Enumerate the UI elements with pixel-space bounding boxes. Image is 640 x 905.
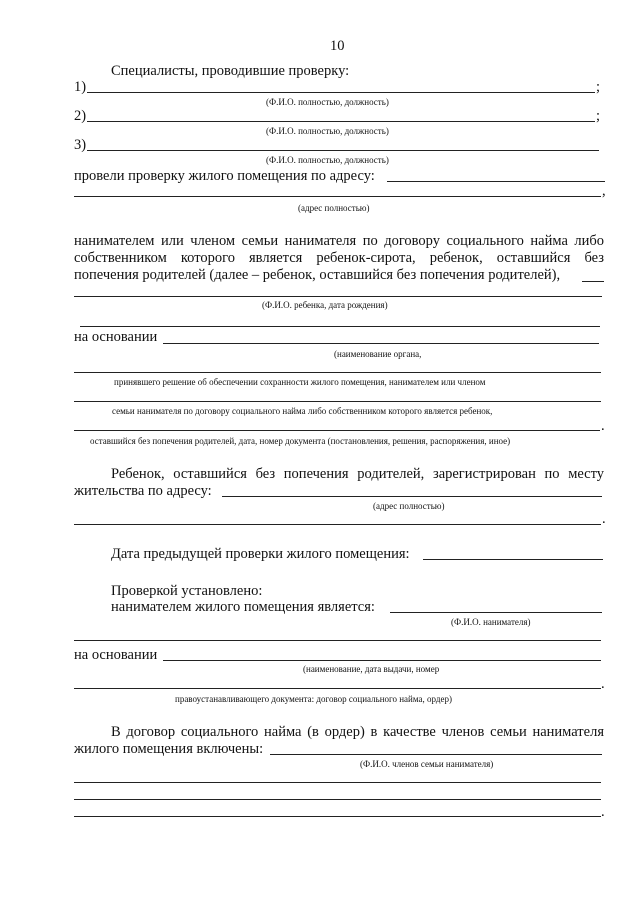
tenant-caption: (Ф.И.О. нанимателя) bbox=[451, 617, 531, 627]
established-heading: Проверкой установлено: bbox=[111, 583, 263, 599]
registration-caption: (адрес полностью) bbox=[373, 501, 445, 511]
established-basis-label: на основании bbox=[74, 647, 158, 663]
child-name-caption: (Ф.И.О. ребенка, дата рождения) bbox=[262, 300, 388, 310]
established-basis-caption-1: (наименование, дата выдачи, номер bbox=[303, 664, 440, 674]
registration-line1: Ребенок, оставшийся без попечения родителей, зарегистрирован по месту bbox=[111, 466, 604, 482]
tenant-para-line3-field[interactable] bbox=[582, 281, 604, 282]
family-members-field-4[interactable] bbox=[74, 816, 601, 817]
basis-field-1[interactable] bbox=[163, 343, 599, 344]
basis-field-3[interactable] bbox=[74, 401, 601, 402]
specialist-2-field[interactable] bbox=[87, 121, 595, 122]
basis-caption-2: принявшего решение об обеспечении сохранности жилого помещения, нанимателем или членом bbox=[114, 377, 486, 387]
basis-field-4[interactable] bbox=[74, 430, 600, 431]
specialists-heading: Специалисты, проводившие проверку: bbox=[111, 63, 350, 79]
established-basis-field[interactable] bbox=[163, 660, 601, 661]
specialist-3-field[interactable] bbox=[87, 150, 599, 151]
family-line2: жилого помещения включены: bbox=[74, 741, 264, 757]
registration-end: . bbox=[602, 511, 606, 527]
registration-address-field[interactable] bbox=[222, 496, 602, 497]
specialist-3-caption: (Ф.И.О. полностью, должность) bbox=[266, 155, 389, 165]
tenant-para-line1: нанимателем или членом семьи нанимателя по договору социального найма либо bbox=[74, 233, 604, 249]
tenant-para-line2: собственником которого является ребенок-сирота, ребенок, оставшийся без bbox=[74, 250, 604, 266]
child-name-field-2[interactable] bbox=[80, 326, 600, 327]
specialist-3-number: 3) bbox=[74, 137, 87, 153]
inspection-address-field-2[interactable] bbox=[74, 196, 601, 197]
specialist-1-number: 1) bbox=[74, 79, 87, 95]
tenant-label: нанимателем жилого помещения является: bbox=[111, 599, 375, 615]
basis-label: на основании bbox=[74, 329, 158, 345]
registration-address-field-2[interactable] bbox=[74, 524, 601, 525]
specialist-2-number: 2) bbox=[74, 108, 87, 124]
basis-caption-4: оставшийся без попечения родителей, дата, номер документа (постановления, решения, распоряжения, иное) bbox=[90, 436, 511, 446]
tenant-name-field[interactable] bbox=[390, 612, 602, 613]
established-basis-caption-2: правоустанавливающего документа: договор социального найма, ордер) bbox=[175, 694, 452, 704]
established-basis-field-2[interactable] bbox=[74, 688, 601, 689]
family-members-field[interactable] bbox=[270, 754, 602, 755]
basis-caption-1: (наименование органа, bbox=[334, 349, 422, 359]
established-end: . bbox=[601, 676, 605, 692]
family-line1: В договор социального найма (в ордер) в качестве членов семьи нанимателя bbox=[111, 724, 604, 740]
inspection-end: , bbox=[602, 183, 606, 199]
tenant-name-field-2[interactable] bbox=[74, 640, 601, 641]
child-name-field[interactable] bbox=[74, 296, 602, 297]
inspection-address-field[interactable] bbox=[387, 181, 605, 182]
registration-line2: жительства по адресу: bbox=[74, 483, 212, 499]
basis-caption-3: семьи нанимателя по договору социального найма либо собственником которого является ребенок, bbox=[112, 406, 493, 416]
specialist-2-caption: (Ф.И.О. полностью, должность) bbox=[266, 126, 389, 136]
family-caption: (Ф.И.О. членов семьи нанимателя) bbox=[360, 759, 494, 769]
basis-end: . bbox=[601, 418, 605, 434]
tenant-para-line3: попечения родителей (далее – ребенок, оставшийся без попечения родителей), bbox=[74, 267, 561, 283]
previous-check-text: Дата предыдущей проверки жилого помещения: bbox=[111, 546, 410, 562]
family-end: . bbox=[601, 804, 605, 820]
family-members-field-3[interactable] bbox=[74, 799, 601, 800]
previous-check-date-field[interactable] bbox=[423, 559, 603, 560]
inspection-caption: (адрес полностью) bbox=[298, 203, 370, 213]
specialist-2-end: ; bbox=[596, 108, 601, 124]
page-number: 10 bbox=[330, 38, 345, 54]
family-members-field-2[interactable] bbox=[74, 782, 601, 783]
basis-field-2[interactable] bbox=[74, 372, 601, 373]
specialist-1-end: ; bbox=[596, 79, 601, 95]
inspection-text: провели проверку жилого помещения по адресу: bbox=[74, 168, 375, 184]
specialist-1-caption: (Ф.И.О. полностью, должность) bbox=[266, 97, 389, 107]
specialist-1-field[interactable] bbox=[87, 92, 595, 93]
